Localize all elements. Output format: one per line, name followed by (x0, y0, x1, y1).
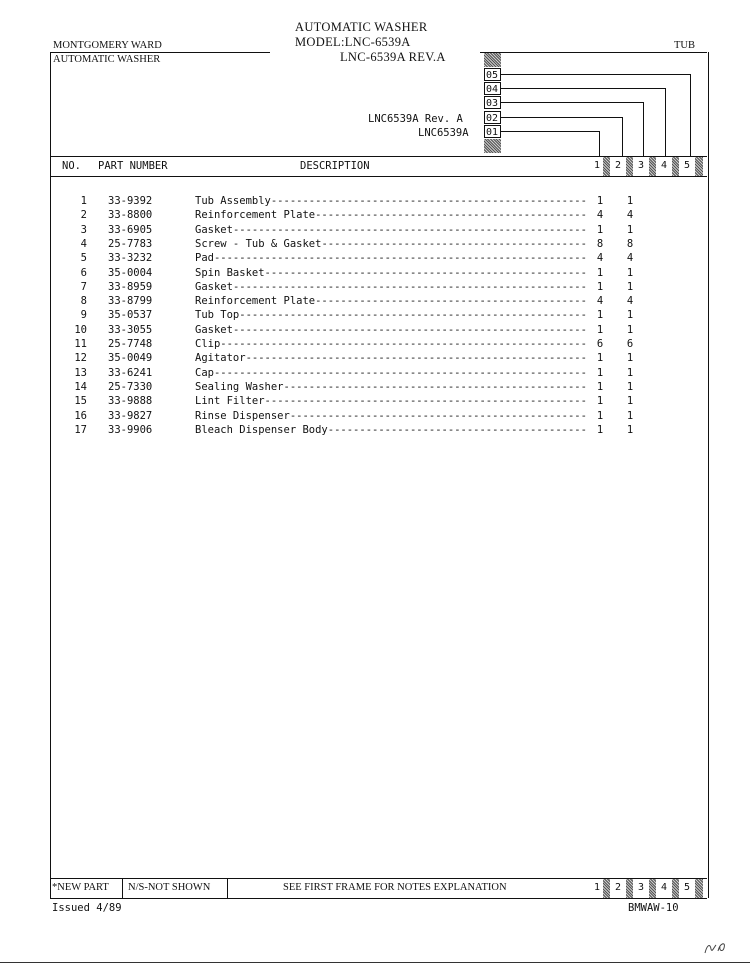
part-number: 33-8799 (108, 295, 153, 308)
part-no: 13 (74, 366, 87, 379)
part-description-text: Gasket (195, 223, 233, 236)
not-shown-note: N/S-NOT SHOWN (128, 882, 211, 893)
part-number: 33-8800 (108, 209, 153, 222)
brand-label: MONTGOMERY WARD (53, 40, 162, 51)
part-no: 1 (80, 195, 87, 207)
qty-model-1: 1 (596, 309, 604, 322)
table-row (52, 237, 652, 251)
model-col-sep-5 (695, 157, 703, 176)
part-description (195, 223, 642, 237)
model-col-sep-1-footer (603, 879, 610, 898)
part-no: 14 (74, 380, 87, 393)
model-col-sep-1 (603, 157, 610, 176)
leader-05-down (690, 74, 691, 156)
qty-model-1: 1 (596, 366, 604, 379)
model-slot-03: 03 (484, 96, 501, 109)
footer-bar (50, 878, 707, 899)
product-label: AUTOMATIC WASHER (53, 54, 161, 65)
model-col-sep-3-footer (649, 879, 656, 898)
model-col-3-footer: 3 (637, 882, 645, 893)
table-row (52, 194, 652, 208)
qty-model-2: 1 (626, 395, 634, 408)
part-no: 9 (80, 309, 87, 322)
leader-dashes: -------------------------------------------------------- (232, 280, 587, 293)
table-row (52, 351, 652, 365)
part-number: 35-0004 (108, 266, 153, 279)
leader-05 (501, 74, 690, 75)
leader-01 (501, 131, 599, 132)
model-slot-01: 01 (484, 125, 501, 138)
leader-dashes: --------------------------------------------------- (264, 395, 587, 408)
model-col-sep-2-footer (626, 879, 633, 898)
part-description (195, 337, 642, 351)
qty-model-2: 1 (626, 195, 634, 207)
part-no: 15 (74, 395, 87, 408)
leader-dashes: ---------------------------------------------------------- (220, 338, 587, 350)
column-header-bar (50, 156, 707, 177)
part-description-text: Reinforcement Plate (195, 295, 316, 308)
qty-model-1: 1 (596, 223, 604, 236)
table-row (52, 223, 652, 237)
qty-model-1: 1 (596, 280, 604, 293)
qty-model-1: 1 (596, 380, 604, 393)
part-number: 25-7330 (108, 380, 153, 393)
table-row (52, 308, 652, 322)
leader-dashes: ----------------------------------------------------------- (213, 252, 587, 265)
leader-02-down (622, 117, 623, 156)
part-description (195, 294, 642, 308)
part-description-text: Gasket (195, 323, 233, 336)
part-description (195, 266, 642, 280)
part-number: 33-9827 (108, 409, 153, 422)
col-description: DESCRIPTION (300, 160, 370, 172)
table-row (52, 409, 652, 423)
table-row (52, 266, 652, 280)
part-description (195, 323, 642, 337)
qty-model-2: 1 (626, 366, 634, 379)
model-col-1-footer: 1 (593, 882, 601, 893)
qty-model-2: 1 (626, 280, 634, 293)
leader-04 (501, 88, 665, 89)
qty-model-2: 4 (626, 252, 634, 265)
leader-dashes: ------------------------------------------------------- (239, 309, 587, 322)
model-col-sep-4 (672, 157, 679, 176)
part-description-text: Clip (195, 338, 221, 350)
part-description-text: Sealing Washer (195, 380, 284, 393)
part-description-text: Spin Basket (195, 266, 265, 279)
model-col-2: 2 (614, 160, 622, 171)
model-slot-04: 04 (484, 82, 501, 95)
part-description-text: Tub Top (195, 309, 240, 322)
part-number: 33-6905 (108, 223, 153, 236)
qty-model-2: 4 (626, 209, 634, 222)
part-description (195, 237, 642, 251)
model-col-5: 5 (683, 160, 691, 171)
qty-model-2: 1 (626, 380, 634, 393)
model-col-sep-4-footer (672, 879, 679, 898)
part-description-text: Screw - Tub & Gasket (195, 237, 322, 250)
model-columns-footer (591, 879, 707, 898)
part-description-text: Bleach Dispenser Body (195, 423, 328, 436)
leader-dashes: ------------------------------------------------------ (245, 352, 587, 365)
part-description-text: Pad (195, 252, 214, 265)
part-number: 33-3055 (108, 323, 153, 336)
part-no: 7 (80, 280, 87, 293)
part-number: 35-0049 (108, 352, 153, 365)
part-description-text: Agitator (195, 352, 246, 365)
qty-model-2: 1 (626, 423, 634, 436)
leader-03-down (643, 102, 644, 156)
leader-04-down (665, 88, 666, 156)
part-number: 33-6241 (108, 366, 153, 379)
leader-dashes: --------------------------------------------------- (264, 266, 587, 279)
part-number: 35-0537 (108, 309, 153, 322)
part-description-text: Tub Assembly (195, 195, 271, 207)
model-col-sep-2 (626, 157, 633, 176)
part-description-text: Rinse Dispenser (195, 409, 290, 422)
qty-model-2: 1 (626, 266, 634, 279)
document-code: BMWAW-10 (628, 902, 679, 914)
qty-model-1: 1 (596, 266, 604, 279)
part-description (195, 251, 642, 265)
new-part-note: *NEW PART (52, 882, 109, 893)
model-col-sep-5-footer (695, 879, 703, 898)
part-description (195, 208, 642, 222)
leader-dashes: ------------------------------------------------ (283, 380, 587, 393)
part-description (195, 380, 642, 394)
section-label: TUB (674, 40, 695, 51)
doc-title-line1: AUTOMATIC WASHER (295, 20, 428, 34)
doc-title-line2: MODEL:LNC-6539A (295, 35, 411, 49)
part-no: 3 (80, 223, 87, 236)
part-no: 16 (74, 409, 87, 422)
part-description-text: Cap (195, 366, 214, 379)
part-no: 10 (74, 323, 87, 336)
part-number: 33-9392 (108, 195, 153, 207)
col-no: NO. (62, 160, 81, 172)
table-row (52, 294, 652, 308)
qty-model-1: 1 (596, 352, 604, 365)
part-description (195, 366, 642, 380)
qty-model-2: 1 (626, 309, 634, 322)
table-row (52, 423, 652, 437)
model-label-02: LNC6539A Rev. A (368, 113, 463, 125)
part-number: 33-9888 (108, 395, 153, 408)
part-number: 33-9906 (108, 423, 153, 436)
leader-dashes: ------------------------------------------ (321, 237, 587, 250)
part-number: 25-7783 (108, 237, 153, 250)
model-col-1: 1 (593, 160, 601, 171)
footer-divider-2 (227, 879, 228, 898)
part-description (195, 280, 642, 294)
leader-02 (501, 117, 622, 118)
table-row (52, 323, 652, 337)
part-description-text: Reinforcement Plate (195, 209, 316, 222)
part-no: 6 (80, 266, 87, 279)
qty-model-1: 4 (596, 295, 604, 308)
col-part-number: PART NUMBER (98, 160, 168, 172)
model-col-2-footer: 2 (614, 882, 622, 893)
notes-explanation: SEE FIRST FRAME FOR NOTES EXPLANATION (283, 882, 507, 893)
leader-dashes: -------------------------------------------------- (270, 195, 587, 207)
part-number: 25-7748 (108, 338, 153, 350)
qty-model-1: 1 (596, 409, 604, 422)
qty-model-1: 4 (596, 252, 604, 265)
table-row (52, 280, 652, 294)
qty-model-1: 1 (596, 195, 604, 207)
footer-divider-1 (122, 879, 123, 898)
part-description-text: Gasket (195, 280, 233, 293)
qty-model-2: 4 (626, 295, 634, 308)
leader-dashes: ------------------------------------------- (315, 295, 587, 308)
part-description-text: Lint Filter (195, 395, 265, 408)
qty-model-2: 6 (626, 338, 634, 350)
leader-01-down (599, 131, 600, 156)
part-description (195, 409, 642, 423)
qty-model-1: 6 (596, 338, 604, 350)
model-col-4: 4 (660, 160, 668, 171)
part-no: 12 (74, 352, 87, 365)
leader-dashes: ----------------------------------------- (327, 423, 587, 436)
leader-dashes: -------------------------------------------------------- (232, 223, 587, 236)
model-col-sep-3 (649, 157, 656, 176)
qty-model-1: 1 (596, 395, 604, 408)
qty-model-2: 1 (626, 323, 634, 336)
handwritten-mark-icon (702, 935, 734, 957)
part-description (195, 351, 642, 365)
page-frame (50, 52, 709, 898)
page-bottom-rule (0, 962, 750, 963)
model-col-5-footer: 5 (683, 882, 691, 893)
table-row (52, 337, 652, 351)
table-row (52, 380, 652, 394)
model-label-01: LNC6539A (418, 127, 469, 139)
part-no: 8 (80, 295, 87, 308)
part-no: 11 (74, 338, 87, 350)
leader-dashes: -------------------------------------------------------- (232, 323, 587, 336)
model-shade-bottom (484, 139, 501, 153)
issued-date: Issued 4/89 (52, 902, 122, 914)
qty-model-2: 8 (626, 237, 634, 250)
model-slot-02: 02 (484, 111, 501, 124)
model-col-4-footer: 4 (660, 882, 668, 893)
part-description (195, 423, 642, 437)
qty-model-2: 1 (626, 352, 634, 365)
qty-model-1: 1 (596, 423, 604, 436)
table-row (52, 366, 652, 380)
part-no: 4 (80, 237, 87, 250)
part-description (195, 194, 642, 208)
leader-dashes: ----------------------------------------------------------- (213, 366, 587, 379)
model-columns-header (591, 157, 707, 176)
part-number: 33-3232 (108, 252, 153, 265)
table-row (52, 251, 652, 265)
table-row (52, 208, 652, 222)
part-description (195, 394, 642, 408)
part-number: 33-8959 (108, 280, 153, 293)
leader-dashes: ----------------------------------------------- (289, 409, 587, 422)
qty-model-1: 1 (596, 323, 604, 336)
leader-dashes: ------------------------------------------- (315, 209, 587, 222)
model-shade-top (484, 53, 501, 67)
leader-03 (501, 102, 643, 103)
qty-model-2: 1 (626, 223, 634, 236)
model-slot-05: 05 (484, 68, 501, 81)
model-col-3: 3 (637, 160, 645, 171)
part-no: 17 (74, 423, 87, 436)
qty-model-1: 8 (596, 237, 604, 250)
table-row (52, 394, 652, 408)
part-no: 2 (80, 209, 87, 222)
qty-model-2: 1 (626, 409, 634, 422)
part-description (195, 308, 642, 322)
part-no: 5 (80, 252, 87, 265)
doc-title-line3: LNC-6539A REV.A (340, 50, 446, 64)
qty-model-1: 4 (596, 209, 604, 222)
